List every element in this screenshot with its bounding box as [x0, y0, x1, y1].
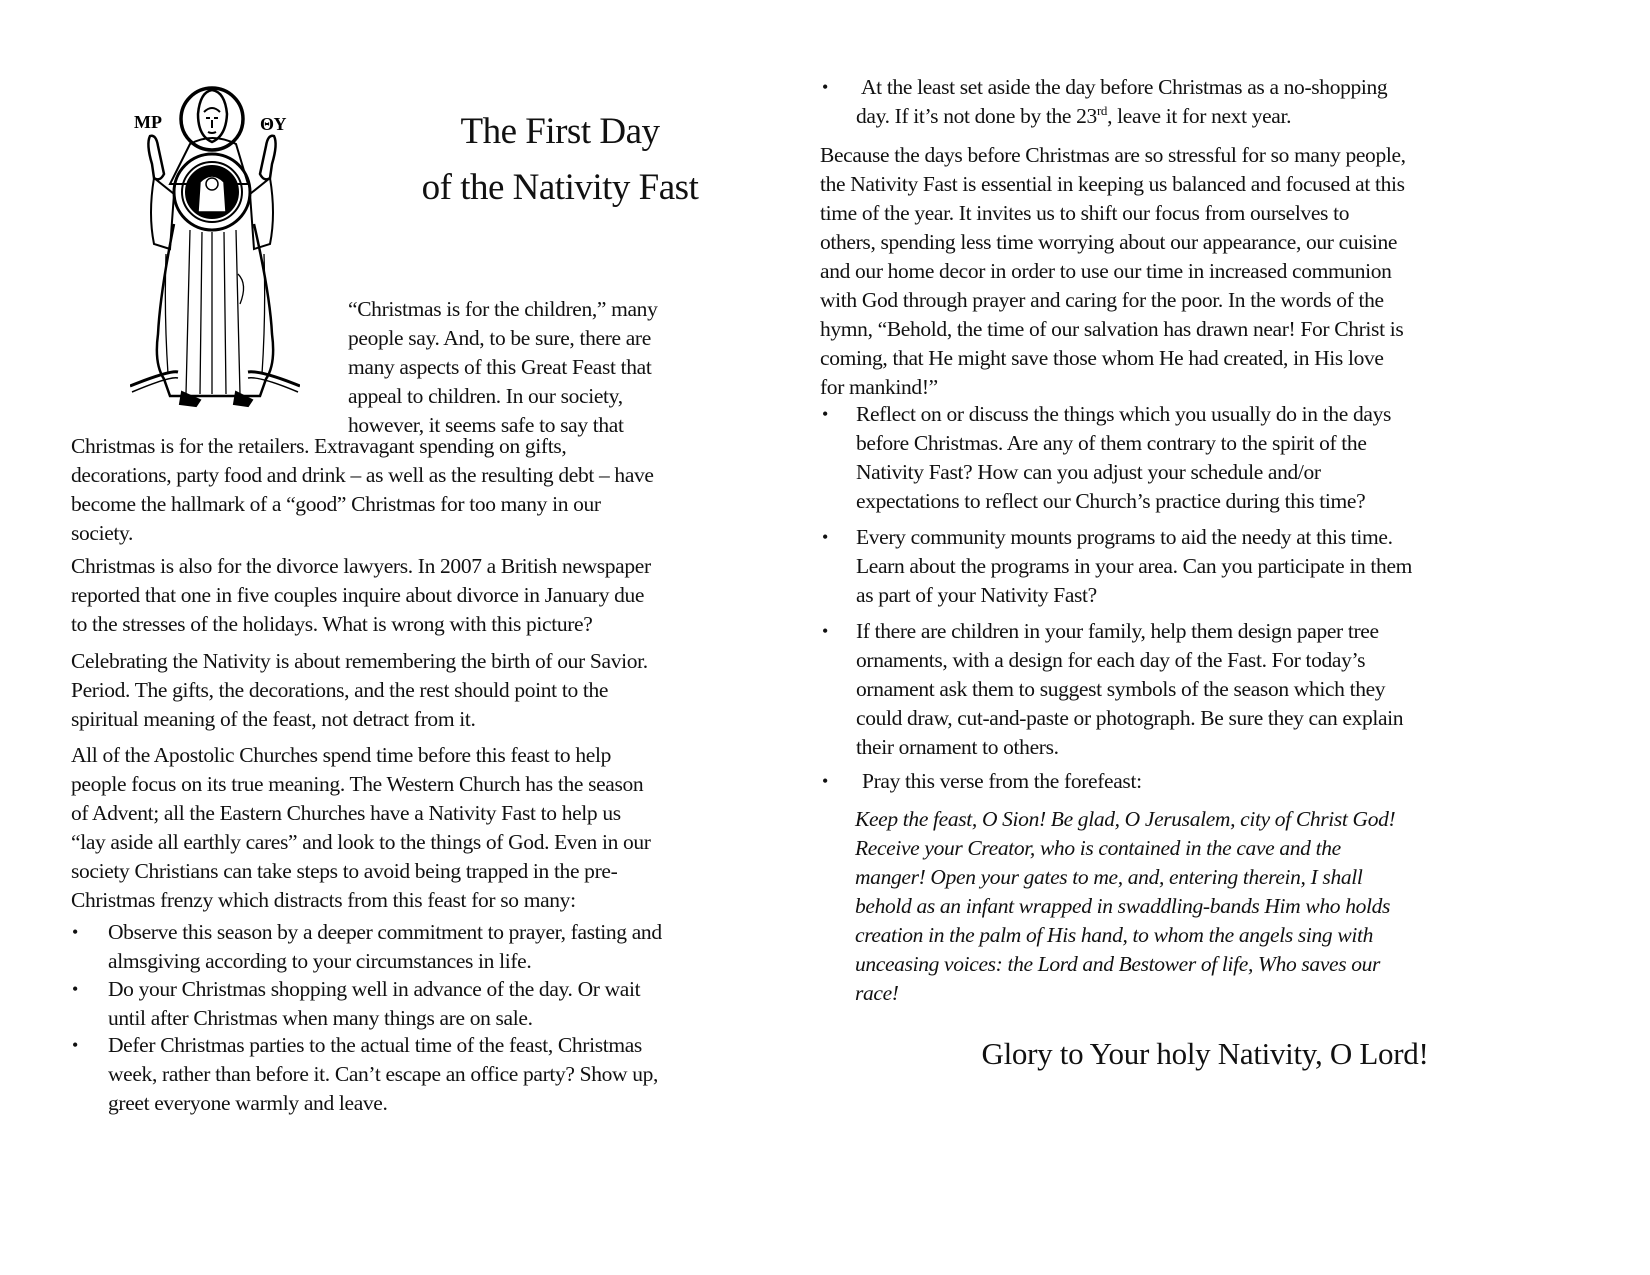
text-line: their ornament to others. [856, 735, 1059, 759]
intro-paragraph-wrapped [348, 295, 657, 440]
text-line: coming, that He might save those whom He had created, in His love [820, 346, 1384, 370]
intro-paragraph-continued [71, 432, 771, 548]
text-line: others, spending less time worrying about our appearance, our cuisine [820, 230, 1398, 254]
verse-line: behold as an infant wrapped in swaddling-bands Him who holds [855, 894, 1391, 918]
text-line: society Christians can take steps to avoid being trapped in the pre- [71, 859, 618, 883]
text-line: Every community mounts programs to aid the needy at this time. [856, 525, 1393, 549]
text-fragment: , leave it for next year. [1107, 104, 1292, 128]
bullet-icon: • [822, 77, 829, 97]
icon-inscription-mp: MP [134, 112, 162, 132]
text-line: All of the Apostolic Churches spend time before this feast to help [71, 743, 611, 767]
text-line: of Advent; all the Eastern Churches have a Nativity Fast to help us [71, 801, 621, 825]
text-line: however, it seems safe to say that [348, 413, 624, 437]
text-line: reported that one in five couples inquire about divorce in January due [71, 583, 645, 607]
bullet-icon: • [72, 979, 79, 999]
text-line: Christmas frenzy which distracts from this feast for so many: [71, 888, 576, 912]
text-line: society. [71, 521, 134, 545]
text-line: If there are children in your family, help them design paper tree [856, 619, 1379, 643]
verse-line: manger! Open your gates to me, and, entering therein, I shall [855, 865, 1363, 889]
bullet-icon: • [822, 527, 829, 547]
text-line: Reflect on or discuss the things which you usually do in the days [856, 402, 1391, 426]
verse-line: race! [855, 981, 899, 1005]
text-line: hymn, “Behold, the time of our salvation has drawn near! For Christ is [820, 317, 1404, 341]
text-line: time of the year. It invites us to shift our focus from ourselves to [820, 201, 1350, 225]
text-line: “Christmas is for the children,” many [348, 297, 658, 321]
text-line: greet everyone warmly and leave. [108, 1091, 388, 1115]
text-line: Observe this season by a deeper commitment to prayer, fasting and [108, 920, 662, 944]
text-line [856, 102, 1387, 131]
text-line: people focus on its true meaning. The Western Church has the season [71, 772, 644, 796]
page-title [390, 104, 730, 216]
closing-doxology: Glory to Your holy Nativity, O Lord! [981, 1036, 1429, 1071]
title-line-2: of the Nativity Fast [421, 167, 699, 208]
verse-line: Keep the feast, O Sion! Be glad, O Jerusalem, city of Christ God! [855, 807, 1396, 831]
text-line: decorations, party food and drink – as well as the resulting debt – have [71, 463, 654, 487]
theotokos-of-the-sign-icon [130, 74, 300, 419]
paragraph-stressful-days [820, 141, 1520, 402]
text-line: Christmas is also for the divorce lawyers. In 2007 a British newspaper [71, 554, 651, 578]
text-line: At the least set aside the day before Christmas as a no-shopping [861, 75, 1388, 99]
text-line: spiritual meaning of the feast, not detract from it. [71, 707, 476, 731]
text-line: for mankind!” [820, 375, 938, 399]
bullet-icon: • [822, 404, 829, 424]
text-line: week, rather than before it. Can’t escape an office party? Show up, [108, 1062, 659, 1086]
text-line: ornaments, with a design for each day of the Fast. For today’s [856, 648, 1366, 672]
text-line: people say. And, to be sure, there are [348, 326, 651, 350]
text-line: before Christmas. Are any of them contrary to the spirit of the [856, 431, 1367, 455]
text-line: expectations to reflect our Church’s practice during this time? [856, 489, 1366, 513]
text-line: Because the days before Christmas are so stressful for so many people, [820, 143, 1406, 167]
bullet-icon: • [72, 922, 79, 942]
text-line: could draw, cut-and-paste or photograph. Be sure they can explain [856, 706, 1404, 730]
bullet-icon: • [72, 1035, 79, 1055]
text-line: almsgiving according to your circumstances in life. [108, 949, 532, 973]
paragraph-divorce-lawyers [71, 552, 771, 639]
text-line: ornament ask them to suggest symbols of the season which they [856, 677, 1386, 701]
text-line: become the hallmark of a “good” Christmas for too many in our [71, 492, 601, 516]
right-page [820, 0, 1650, 1275]
text-line: to the stresses of the holidays. What is wrong with this picture? [71, 612, 593, 636]
text-line: Nativity Fast? How can you adjust your schedule and/or [856, 460, 1321, 484]
icon-inscription-theou: ΘΥ [260, 114, 287, 134]
text-line: appeal to children. In our society, [348, 384, 623, 408]
ordinal-suffix: rd [1096, 103, 1108, 118]
text-line: and our home decor in order to use our time in increased communion [820, 259, 1392, 283]
text-line: until after Christmas when many things are on sale. [108, 1006, 533, 1030]
paragraph-celebrating-nativity [71, 647, 771, 734]
forefeast-verse [855, 805, 1535, 1008]
text-fragment: day. If it’s not done by the 23 [856, 104, 1097, 128]
paragraph-apostolic-churches [71, 741, 771, 915]
text-line: Do your Christmas shopping well in advance of the day. Or wait [108, 977, 641, 1001]
bullet-icon: • [822, 621, 829, 641]
text-line: as part of your Nativity Fast? [856, 583, 1097, 607]
verse-line: creation in the palm of His hand, to whom the angels sing with [855, 923, 1373, 947]
text-line: Christmas is for the retailers. Extravagant spending on gifts, [71, 434, 567, 458]
bullet-icon: • [822, 771, 829, 791]
verse-line: Receive your Creator, who is contained in the cave and the [855, 836, 1341, 860]
title-line-1: The First Day [460, 111, 660, 152]
text-line: Period. The gifts, the decorations, and the rest should point to the [71, 678, 609, 702]
text-line: with God through prayer and caring for the poor. In the words of the [820, 288, 1384, 312]
text-line: Pray this verse from the forefeast: [862, 769, 1142, 793]
verse-line: unceasing voices: the Lord and Bestower of life, Who saves our [855, 952, 1381, 976]
text-line: the Nativity Fast is essential in keeping us balanced and focused at this [820, 172, 1405, 196]
text-line: Learn about the programs in your area. Can you participate in them [856, 554, 1413, 578]
text-line: Defer Christmas parties to the actual time of the feast, Christmas [108, 1033, 642, 1057]
text-line: many aspects of this Great Feast that [348, 355, 652, 379]
text-line: “lay aside all earthly cares” and look to the things of God. Even in our [71, 830, 651, 854]
text-line: Celebrating the Nativity is about remembering the birth of our Savior. [71, 649, 648, 673]
